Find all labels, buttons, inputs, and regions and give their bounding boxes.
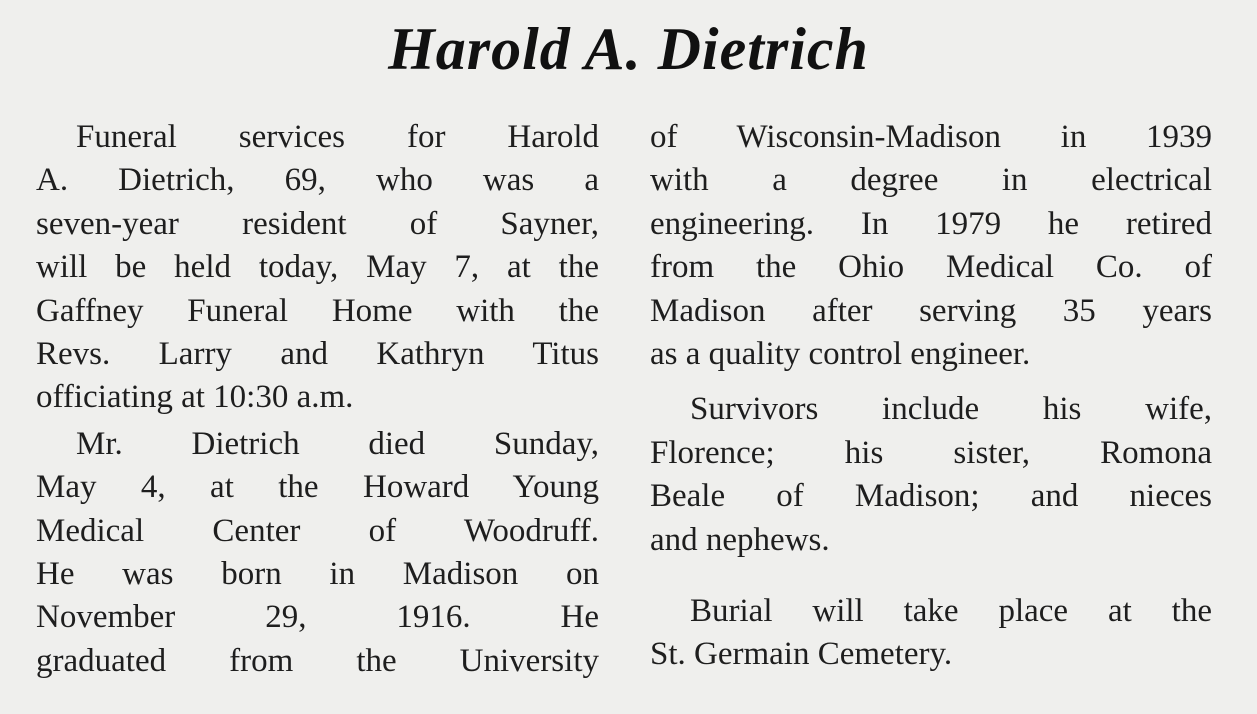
text-line: Florence; his sister, Romona (650, 434, 1212, 471)
text-line: seven-year resident of Sayner, (36, 205, 599, 242)
paragraph-funeral-services (36, 116, 599, 420)
text-line: from the Ohio Medical Co. of (650, 249, 1212, 286)
text-line: of Wisconsin-Madison in 1939 (650, 119, 1212, 155)
text-line: engineering. In 1979 he retired (650, 205, 1212, 242)
text-line: Survivors include his wife, (690, 391, 1212, 428)
text-line: Burial will take place at the (690, 593, 1212, 630)
text-line: May 4, at the Howard Young (36, 469, 599, 506)
text-line: Beale of Madison; and nieces (650, 478, 1212, 515)
obituary-headline: Harold A. Dietrich (388, 16, 869, 82)
text-line: and nephews. (650, 521, 830, 558)
left-column (36, 116, 599, 683)
text-line: will be held today, May 7, at the (36, 249, 599, 286)
paragraph-survivors (650, 388, 1212, 562)
text-line: A. Dietrich, 69, who was a (36, 162, 599, 199)
paragraph-death-details (36, 423, 599, 683)
text-line: He was born in Madison on (36, 556, 599, 593)
paragraph-education-career (650, 116, 1212, 376)
text-line: Funeral services for Harold (76, 119, 599, 155)
paragraph-burial (650, 590, 1212, 677)
text-line: St. Germain Cemetery. (650, 636, 953, 673)
text-line: November 29, 1916. He (36, 599, 599, 636)
text-line: as a quality control engineer. (650, 336, 1031, 373)
text-line: with a degree in electrical (650, 162, 1212, 199)
text-line: graduated from the University (36, 642, 599, 679)
text-line: officiating at 10:30 a.m. (36, 379, 354, 416)
text-line: Medical Center of Woodruff. (36, 512, 599, 549)
text-line: Revs. Larry and Kathryn Titus (36, 336, 599, 373)
text-line: Madison after serving 35 years (650, 292, 1212, 329)
text-line: Gaffney Funeral Home with the (36, 292, 599, 329)
right-column (650, 116, 1212, 677)
text-line: Mr. Dietrich died Sunday, (76, 425, 599, 462)
